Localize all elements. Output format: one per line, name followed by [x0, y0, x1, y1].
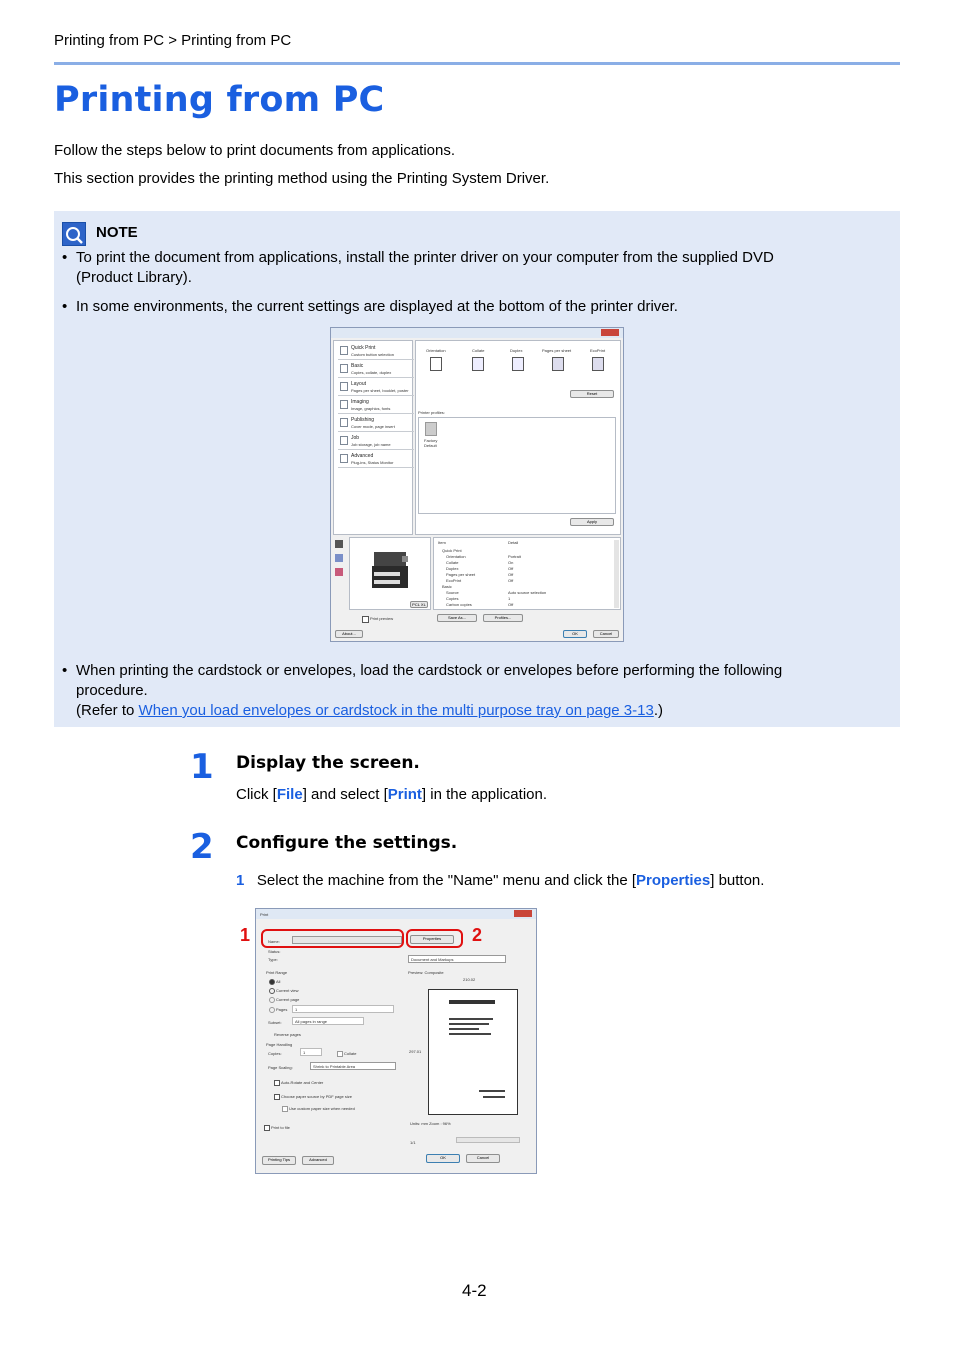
driver-main-panel: Orientation Collate Duplex Pages per sheet EcoPrint Reset Printer profiles: Factory Default Apply: [415, 340, 621, 535]
print-dialog-screenshot: Print Name: Properties Status: Type: Document and Markups Print Range All Current view Current page Pages 1 Subset: All pages in range Reverse pages Page Handling Copies: 1 Collate Page Scaling: Shrink to Printable Area Auto-Rotate and Center Choose paper source by PDF page size Use custom paper size when needed Print to file Preview: Composite 210.02 297.01 Units: mm Zoom : 96% 1/1 Printing Tips Advanced OK Cancel: [255, 908, 537, 1174]
ok-button[interactable]: OK: [563, 630, 587, 638]
copies-stepper[interactable]: 1: [300, 1048, 322, 1056]
comments-dropdown[interactable]: Document and Markups: [408, 955, 506, 963]
note-bullet-1: To print the document from applications, install the printer driver on your computer from the supplied DVD (Product Library).: [76, 249, 774, 286]
callout-1-label: 1: [240, 925, 251, 945]
ecoprint-icon[interactable]: [592, 357, 604, 371]
intro-line-2: This section provides the printing method using the Printing System Driver.: [54, 170, 550, 187]
choose-source-checkbox[interactable]: [274, 1094, 280, 1100]
bullet-2-marker: •: [62, 298, 68, 315]
callout-2-highlight: [406, 929, 463, 948]
driver-sidebar: [333, 340, 413, 535]
profiles-button[interactable]: Profiles...: [483, 614, 523, 622]
note-label: NOTE: [96, 224, 138, 241]
auto-rotate-checkbox[interactable]: [274, 1080, 280, 1086]
page-number: 4-2: [462, 1281, 487, 1300]
step-2-substep-1: 1 Select the machine from the "Name" menu and click the [Properties] button.: [236, 872, 765, 889]
note-bullet-2: In some environments, the current settings are displayed at the bottom of the printer driver.: [76, 298, 678, 315]
factory-default-icon: [425, 422, 437, 436]
note-icon: [62, 222, 86, 246]
orientation-icon[interactable]: [430, 357, 442, 371]
subset-dropdown[interactable]: All pages in range: [292, 1017, 364, 1025]
sidebar-item-layout[interactable]: Layout Pages per sheet, booklet, poster: [338, 379, 414, 396]
intro-line-1: Follow the steps below to print documents from applications.: [54, 142, 456, 159]
pages-input[interactable]: 1: [292, 1005, 394, 1013]
collate-checkbox[interactable]: [337, 1051, 343, 1057]
close-icon: [601, 329, 619, 336]
step-1-number: 1: [190, 747, 214, 787]
current-view-radio[interactable]: [269, 988, 275, 994]
publishing-icon: [340, 418, 348, 427]
print-preview-page: [428, 989, 518, 1115]
print-to-file-checkbox[interactable]: [264, 1125, 270, 1131]
properties-button[interactable]: Properties: [410, 935, 454, 944]
envelopes-cardstock-link[interactable]: When you load envelopes or cardstock in the multi purpose tray on page 3-13: [138, 702, 654, 719]
all-radio[interactable]: [269, 979, 275, 985]
breadcrumb: Printing from PC > Printing from PC: [54, 32, 292, 49]
custom-size-checkbox[interactable]: [282, 1106, 288, 1112]
save-as-button[interactable]: Save As...: [437, 614, 477, 622]
step-2-number: 2: [190, 827, 214, 867]
close-icon[interactable]: [514, 910, 532, 917]
printer-illustration: [350, 538, 430, 608]
basic-icon: [340, 364, 348, 373]
printing-tips-button[interactable]: Printing Tips: [262, 1156, 296, 1165]
advanced-button[interactable]: Advanced: [302, 1156, 334, 1165]
header-rule: [54, 62, 900, 65]
page-icon: [335, 554, 343, 562]
print-dialog-titlebar: Print: [256, 909, 536, 919]
bullet-3-marker: •: [62, 662, 68, 679]
about-button[interactable]: About...: [335, 630, 363, 638]
page-title: Printing from PC: [54, 80, 385, 120]
duplex-icon[interactable]: [512, 357, 524, 371]
cancel-button[interactable]: Cancel: [466, 1154, 500, 1163]
sidebar-item-job[interactable]: Job Job storage, job name: [338, 433, 414, 450]
job-icon: [340, 436, 348, 445]
sidebar-item-advanced[interactable]: Advanced Plug-ins, Status Monitor: [338, 451, 414, 468]
step-1-text: Click [File] and select [Print] in the application.: [236, 786, 548, 803]
printer-profiles-list[interactable]: Factory Default: [418, 417, 616, 514]
bullet-1-marker: •: [62, 249, 68, 266]
sidebar-item-imaging[interactable]: Imaging Image, graphics, fonts: [338, 397, 414, 414]
note-bullet-3: When printing the cardstock or envelopes, load the cardstock or envelopes before performing the following procedure. (Refer to When you load envelopes or cardstock in the multi purpose tray on page 3-13.): [76, 662, 783, 719]
color-icon: [335, 568, 343, 576]
preview-side-icons: [335, 540, 347, 600]
pages-radio[interactable]: [269, 1007, 275, 1013]
pages-per-sheet-icon[interactable]: [552, 357, 564, 371]
reset-button[interactable]: Reset: [570, 390, 614, 398]
callout-1-highlight: [261, 929, 404, 948]
ok-button[interactable]: OK: [426, 1154, 460, 1163]
print-preview-checkbox[interactable]: [362, 616, 369, 623]
sidebar-item-publishing[interactable]: Publishing Cover mode, page insert: [338, 415, 414, 432]
callout-2-label: 2: [472, 925, 483, 945]
step-2-title: Configure the settings.: [236, 833, 458, 853]
page-slider[interactable]: [456, 1137, 520, 1143]
apply-button[interactable]: Apply: [570, 518, 614, 526]
driver-titlebar: [331, 328, 623, 338]
advanced-icon: [340, 454, 348, 463]
printer-driver-screenshot: Quick Print Custom button selection Basic Copies, collate, duplex Layout Pages per sheet, booklet, poster Imaging Image, graphics, fonts Publishing Cover mode, page insert Job Job storage, job name Advanced Plug-ins, Status Monitor Orientation Collate Duplex Pages per sheet EcoPrint Reset Printer profiles: Factory Default Apply PCL XL Print preview Item Detail Quick Print Orientation Portrait Collate On Duplex Off Pages per sheet Off EcoPrint Off Basic Source Auto source selection Copies 1 Carbon copies Off Save As... Profiles... About... OK Cancel: [330, 327, 624, 642]
page-scaling-dropdown[interactable]: Shrink to Printable Area: [310, 1062, 396, 1070]
printer-image-panel: PCL XL: [349, 537, 431, 610]
settings-summary-table: Item Detail Quick Print Orientation Portrait Collate On Duplex Off Pages per sheet Off EcoPrint Off Basic Source Auto source selection Copies 1 Carbon copies Off: [433, 537, 621, 610]
layout-icon: [340, 382, 348, 391]
current-page-radio[interactable]: [269, 997, 275, 1003]
cancel-button[interactable]: Cancel: [593, 630, 619, 638]
printer-icon: [335, 540, 343, 548]
table-scrollbar[interactable]: [614, 540, 619, 608]
quick-print-icon: [340, 346, 348, 355]
sidebar-item-basic[interactable]: Basic Copies, collate, duplex: [338, 361, 414, 378]
imaging-icon: [340, 400, 348, 409]
collate-icon[interactable]: [472, 357, 484, 371]
step-1-title: Display the screen.: [236, 753, 420, 773]
sidebar-item-quick-print[interactable]: Quick Print Custom button selection: [338, 343, 414, 360]
